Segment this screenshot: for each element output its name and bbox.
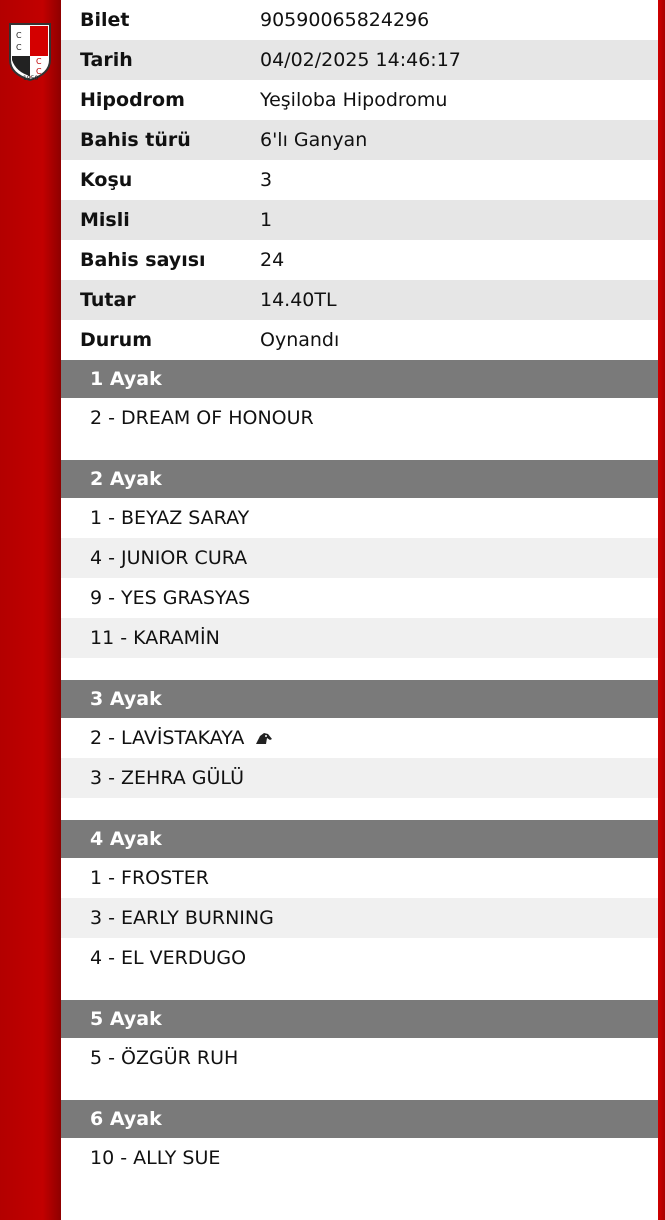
horse-label: 4 - EL VERDUGO xyxy=(90,947,247,969)
leg-spacer xyxy=(61,438,658,460)
ticket-info-table xyxy=(61,0,658,360)
leg-header: 3 Ayak xyxy=(61,680,658,718)
horse-label: 1 - FROSTER xyxy=(90,867,209,889)
svg-text:1950: 1950 xyxy=(23,75,39,82)
leg-header: 2 Ayak xyxy=(61,460,658,498)
info-value: 1 xyxy=(260,209,273,231)
info-label: Bahis sayısı xyxy=(80,249,206,271)
info-value: 04/02/2025 14:46:17 xyxy=(260,49,461,71)
info-row xyxy=(61,40,658,80)
horse-label: 11 - KARAMİN xyxy=(90,627,220,649)
horse-row xyxy=(61,538,658,578)
leg-header: 5 Ayak xyxy=(61,1000,658,1038)
svg-text:C: C xyxy=(36,67,42,76)
info-row xyxy=(61,200,658,240)
info-label: Bilet xyxy=(80,9,130,31)
info-label: Koşu xyxy=(80,169,133,191)
ticket-detail xyxy=(61,0,658,1220)
horse-row xyxy=(61,578,658,618)
horse-label: 9 - YES GRASYAS xyxy=(90,587,251,609)
info-row xyxy=(61,80,658,120)
info-value: Yeşiloba Hipodromu xyxy=(260,89,448,111)
horse-row xyxy=(61,758,658,798)
horse-label: 1 - BEYAZ SARAY xyxy=(90,507,250,529)
leg-spacer xyxy=(61,978,658,1000)
horse-head-icon xyxy=(254,730,274,746)
leg-spacer xyxy=(61,658,658,680)
horse-label: 10 - ALLY SUE xyxy=(90,1147,221,1169)
info-label: Durum xyxy=(80,329,152,351)
leg-header: 1 Ayak xyxy=(61,360,658,398)
horse-label: 2 - LAVİSTAKAYA xyxy=(90,727,245,749)
info-label: Tutar xyxy=(80,289,136,311)
info-row xyxy=(61,240,658,280)
horse-row xyxy=(61,718,658,758)
info-value: Oynandı xyxy=(260,329,340,351)
svg-text:C: C xyxy=(16,43,22,52)
info-value: 6'lı Ganyan xyxy=(260,129,368,151)
info-label: Hipodrom xyxy=(80,89,185,111)
info-value: 14.40TL xyxy=(260,289,337,311)
horse-label: 3 - ZEHRA GÜLÜ xyxy=(90,767,244,789)
info-row xyxy=(61,160,658,200)
horse-label: 5 - ÖZGÜR RUH xyxy=(90,1047,239,1069)
horse-row xyxy=(61,938,658,978)
info-label: Bahis türü xyxy=(80,129,191,151)
info-row xyxy=(61,320,658,360)
club-crest-icon xyxy=(6,20,54,82)
leg-header: 4 Ayak xyxy=(61,820,658,858)
info-row xyxy=(61,0,658,40)
info-value: 90590065824296 xyxy=(260,9,430,31)
horse-row xyxy=(61,398,658,438)
leg-spacer xyxy=(61,798,658,820)
svg-text:C: C xyxy=(36,57,42,66)
svg-text:C: C xyxy=(16,31,22,40)
right-edge xyxy=(658,0,665,1220)
info-row xyxy=(61,120,658,160)
horse-label: 4 - JUNIOR CURA xyxy=(90,547,248,569)
horse-label: 2 - DREAM OF HONOUR xyxy=(90,407,314,429)
info-row xyxy=(61,280,658,320)
horse-row xyxy=(61,498,658,538)
info-label: Tarih xyxy=(80,49,133,71)
legs-list xyxy=(61,360,658,1200)
info-label: Misli xyxy=(80,209,130,231)
horse-row xyxy=(61,858,658,898)
horse-row xyxy=(61,898,658,938)
info-value: 3 xyxy=(260,169,273,191)
horse-row xyxy=(61,1038,658,1078)
sidebar-band xyxy=(0,0,61,1220)
leg-header: 6 Ayak xyxy=(61,1100,658,1138)
horse-label: 3 - EARLY BURNING xyxy=(90,907,274,929)
horse-row xyxy=(61,1138,658,1178)
horse-row xyxy=(61,618,658,658)
info-value: 24 xyxy=(260,249,285,271)
leg-spacer xyxy=(61,1078,658,1100)
leg-spacer xyxy=(61,1178,658,1200)
